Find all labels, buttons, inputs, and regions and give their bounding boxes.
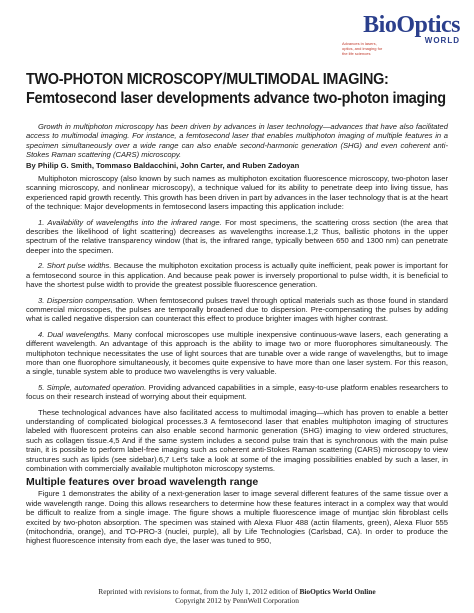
list-item [26,261,448,289]
section-heading: Multiple features over broad wavelength range [26,476,259,489]
list-item-lead: 1. Availability of wavelengths into the infrared range. [38,217,222,227]
footer-prefix: Reprinted with revisions to format, from the July 1, 2012 edition of [98,587,300,596]
article-subtitle: Femtosecond laser developments advance two-photon imaging [26,90,446,107]
list-item-lead: 2. Short pulse widths. [38,261,112,271]
intro-paragraph: Multiphoton microscopy (also known by such names as multiphoton excitation fluorescence microscopy, two-photon laser scanning microscopy, and nonlinear microscopy), a technique valued for its ability to penetrate deep into living tissue, has experienced rapid growth recently. This growth has been driven in part by advances in the laser technology that is at the heart of the technique: Major developments in femtosecond lasers impacting this application include: [26,174,448,212]
list-item-lead: 4. Dual wavelengths. [38,329,111,339]
body-paragraph: These technological advances have also facilitated access to multimodal imaging—which has proven to enable a better understanding of complicated biological processes.3 A femtosecond laser that enables multiphoton imaging of structures labeled with fluorescent proteins can also enable second harmonic generation (SHG) imaging to view ordered structures, such as collagen tissue.4,5 And if the same system includes a second pulse train that is synchronous with the main pulse train, it is possible to perform label-free imaging such as coherent anti-Stokes Raman scattering (CARS) microscopy to view structures such as lipids (see sidebar).6,7 Let's take a look at some of the imaging possibilities enabled by such a laser, in combination with commercially available multiphoton microscopy systems. [26,407,448,473]
list-item-text: Because the multiphoton excitation process is actually quite inefficient, peak power is important for a femtosecond source in this application. And because peak power is inversely proportional to pulse width, it is beneficial to have the shortest pulse width to provide the greatest possible fluorescence generation. [26,261,448,290]
article-abstract: Growth in multiphoton microscopy has been driven by advances in laser technology—advances that have also facilitated access to multimodal imaging. For instance, a femtosecond laser that enables multiphoton imaging of multiple features in a specimen simultaneously over a wide range can also enable second-harmonic generation (SHG) and even coherent anti-Stokes Raman scattering (CARS) microscopy. [26,122,448,160]
list-item-text: Providing advanced capabilities in a simple, easy-to-use platform enables researchers to focus on their research instead of worrying about their equipment. [26,382,448,402]
list-item-lead: 5. Simple, automated operation. [38,382,147,392]
list-item-text: For most specimens, the scattering cross section (the area that describes the likelihood of light scattering) decreases as wavelengths increase.1,2 Thus, ballistic photons in the upper spectrum of the relative transparency window (that is, the infrared range, typically between 650 and 1300 nm) can penetrate deeper into the specimen. [26,217,448,255]
section-paragraph: Figure 1 demonstrates the ability of a next-generation laser to image several different features of the same tissue over a wide wavelength range. Doing this allows researchers to determine how these features interact in a complex way that would be difficult to realize from a single image. The figure shows a multiple fluorescence image of muntjac skin fibroblast cells excited by two-photon absorption. The specimen was stained with Alexa Fluor 488 (actin filaments, green), Alexa Fluor 555 (mitochondria, orange), and TO-PRO-3 (nuclei, purple), all by Life Technologies (Carlsbad, CA). In order to produce the highest fluorescence intensity from each dye, the laser was tuned to 950, [26,489,448,546]
reprint-footer [0,587,474,605]
list-item [26,383,448,402]
list-item-lead: 3. Dispersion compensation. [38,295,135,305]
list-item [26,330,448,377]
footer-publication: BioOptics World Online [299,587,376,596]
list-item-text: When femtosecond pulses travel through optical materials such as those found in standard commercial microscopes, the pulses are temporally broadened due to dispersion. Pre-compensating the pulses by adding what is called negative dispersion can counteract this effect to produce brighter images with higher contrast. [26,295,448,324]
logo-world: WORLD [424,36,460,45]
list-item [26,296,448,324]
bioopticsworld-logo [340,12,460,56]
logo-tagline: Advances in lasers, optics, and imaging for the life sciences [342,41,383,56]
footer-line-1 [0,587,474,596]
article [26,70,448,546]
list-item-text: Many confocal microscopes use multiple inexpensive continuous-wave lasers, each generating a different wavelength. An advantage of this approach is the ability to image two or more fluorophores simultaneously. The multiphoton technique necessitates the use of light sources that are tunable over a wide range of wavelengths, but to image more than one fluorophore simultaneously, it becomes quite expensive to have more than one laser system. For this reason, a single, tunable system able to produce two wavelengths is very valuable. [26,329,448,377]
footer-copyright: Copyright 2012 by PennWell Corporation [175,596,299,605]
list-item [26,218,448,256]
article-title: TWO-PHOTON MICROSCOPY/MULTIMODAL IMAGING: [26,71,389,88]
article-byline: By Philip G. Smith, Tommaso Baldacchini, John Carter, and Ruben Zadoyan [26,160,300,170]
logo-name: BioOptics [363,12,460,38]
